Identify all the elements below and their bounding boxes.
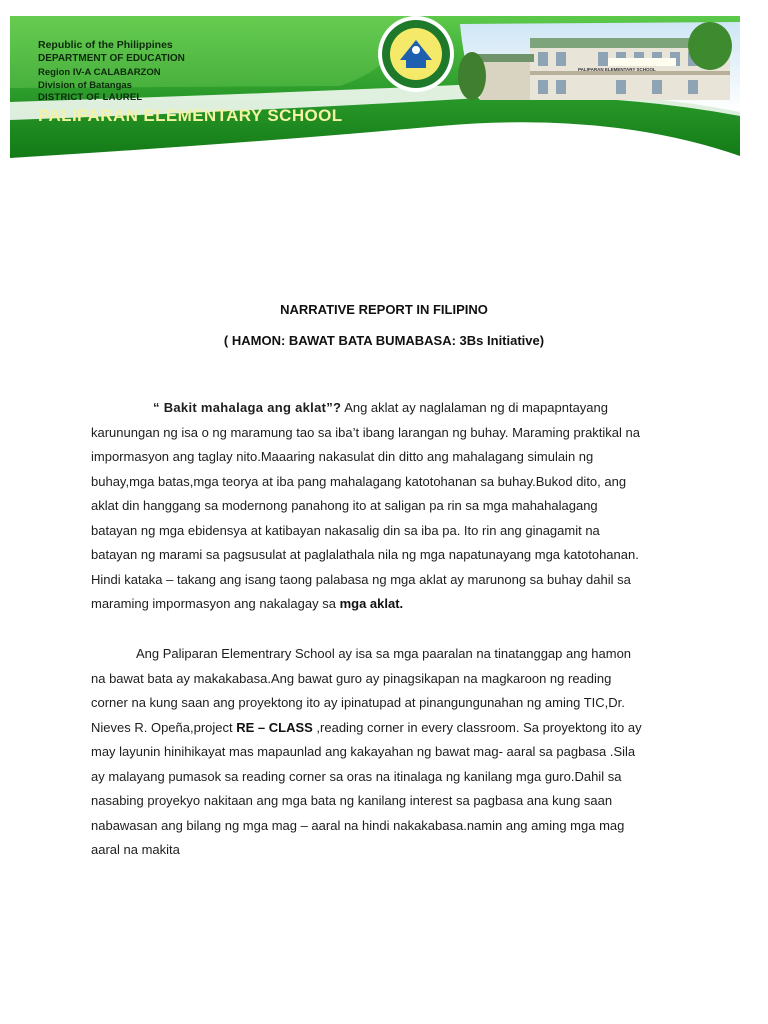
header-region: Region IV-A CALABARZON bbox=[38, 67, 161, 78]
header-department: DEPARTMENT OF EDUCATION bbox=[38, 53, 185, 64]
paragraph-2-line-9: aaral na makita bbox=[91, 842, 180, 857]
paragraph-2 bbox=[91, 642, 691, 863]
paragraph-2-line-1: Ang Paliparan Elementrary School ay isa sa mga paaralan na tinatanggap ang hamon bbox=[136, 646, 632, 661]
paragraph-2-line-4: Nieves R. Opeña,project RE – CLASS ,reading corner in every classroom. Sa proyektong ito ay bbox=[91, 719, 642, 735]
paragraph-1-line-3: impormasyon ang taglay nito.Maaaring nakasulat din ditto ang mahalagang simulain ng bbox=[91, 449, 594, 464]
letterhead-banner bbox=[10, 16, 740, 161]
header-division: Division of Batangas bbox=[38, 80, 132, 91]
bold-mga-aklat: mga aklat. bbox=[339, 596, 404, 611]
paragraph-1-line-6: batayan ng mga ebidensya at katibayan nakasalig din sa iba pa. Ito rin ang ginagamit na bbox=[91, 522, 600, 538]
school-name: PALIPARAN ELEMENTARY SCHOOL bbox=[38, 106, 343, 125]
building-sign: PALIPARAN ELEMENTARY SCHOOL bbox=[578, 67, 656, 72]
paragraph-1-line-5: aklat din hanggang sa modernong panahong ito at saligan pa rin sa mga mahahalagang bbox=[91, 498, 598, 513]
paragraph-1-line-2: karunungan ng isa o ng maramung tao sa iba’t ibang larangan ng buhay. Maraming praktikal na bbox=[91, 424, 640, 440]
paragraph-2-line-3: corner na kung saan ang proyektong ito ay ipinatupad at pinangungunahan ng aming TIC,Dr. bbox=[91, 695, 625, 710]
paragraph-2-line-8: nabawasan ang bilang ng mga mag – aaral na hindi nakakabasa.namin ang aming mga mag bbox=[91, 817, 625, 833]
paragraph-2-line-6: ay malayang pumasok sa reading corner sa oras na itinalaga ng kanilang mga guro.Dahil sa bbox=[91, 768, 622, 784]
header-district: DISTRICT OF LAUREL bbox=[38, 92, 143, 103]
paragraph-1-line-1: “ Bakit mahalaga ang aklat”? Ang aklat ay naglalaman ng di mapapntayang bbox=[153, 400, 608, 415]
paragraph-1-line-4: buhay,mga batas,mga teorya at iba pang mahalagang katotohanan sa buhay.Bukod dito, ang bbox=[91, 473, 627, 489]
report-title: NARRATIVE REPORT IN FILIPINO bbox=[280, 302, 488, 317]
paragraph-1-line-9: maraming impormasyon ang nakalagay sa mga aklat. bbox=[91, 596, 404, 611]
paragraph-2-line-5: may layunin hinihikayat mas mapaunlad ang kakayahan ng bawat mag- aaral sa pagbasa .Sila bbox=[91, 744, 636, 759]
header-republic: Republic of the Philippines bbox=[38, 39, 173, 51]
paragraph-1-line-7: batayan ng marami sa pagsusulat at paglalathala nila ng mga napatunayang mga katotohanan. bbox=[91, 547, 639, 562]
bold-re-class: RE – CLASS bbox=[236, 719, 313, 735]
paragraph-1 bbox=[91, 396, 691, 617]
paragraph-1-line-8: Hindi kataka – takang ang isang taong palabasa ng mga aklat ay marunong sa buhay dahil sa bbox=[91, 571, 631, 587]
school-seal-icon bbox=[378, 16, 454, 92]
paragraph-2-line-7: nasabing proyekyo nakitaan ang mga bata ng kanilang interest sa pagbasa ana kung saan bbox=[91, 793, 613, 808]
report-subtitle: ( HAMON: BAWAT BATA BUMABASA: 3Bs Initiative) bbox=[223, 333, 545, 348]
paragraph-2-line-2: na bawat bata ay makakabasa.Ang bawat guro ay pinagsikapan na magkaroon ng reading bbox=[91, 670, 612, 686]
question-quote: “ Bakit mahalaga ang aklat”? bbox=[153, 400, 342, 415]
